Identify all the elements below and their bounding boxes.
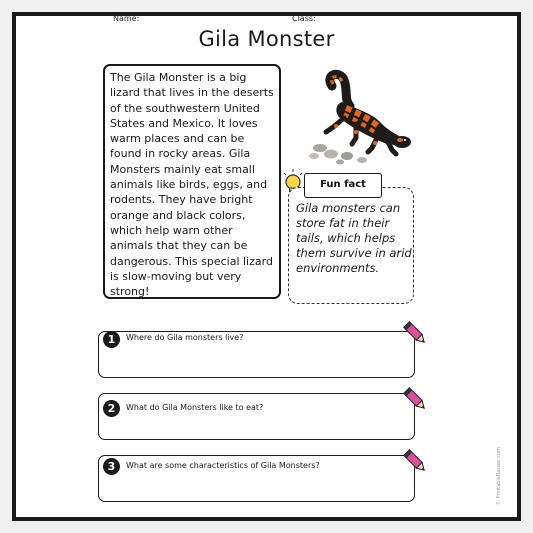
rock-icon xyxy=(357,157,367,163)
question-number-2: 2 xyxy=(103,400,120,417)
question-text-1: Where do Gila monsters live? xyxy=(126,333,244,342)
rock-icon xyxy=(324,150,338,159)
fun-fact-text: Gila monsters can store fat in their tails, which helps them survive in arid environments. xyxy=(296,201,412,275)
pencil-icon xyxy=(400,384,430,414)
question-answer-box-2[interactable] xyxy=(98,393,415,440)
class-label: Class: xyxy=(292,14,316,23)
question-number-3: 3 xyxy=(103,458,120,475)
page-title: Gila Monster xyxy=(198,27,335,51)
rock-icon xyxy=(313,144,327,152)
lizard-eye xyxy=(404,139,406,141)
reading-passage: The Gila Monster is a big lizard that lives in the deserts of the southwestern United States and Mexico. It loves warm places and can be found in rocky areas. Gila Monsters mainly eat small animals like birds, eggs, and rodents. They have bright orange and black colors, which help warn other animals that they can be dangerous. This special lizard is slow-moving but very strong! xyxy=(103,64,281,299)
question-text-3: What are some characteristics of Gila Monsters? xyxy=(126,461,320,470)
fun-fact-label: Fun fact xyxy=(304,173,382,198)
rock-icon xyxy=(336,160,344,165)
lizard-head xyxy=(393,136,411,148)
question-number-1: 1 xyxy=(103,331,120,348)
watermark: © PrintableBazaar.com xyxy=(496,447,502,505)
pencil-icon xyxy=(400,318,430,348)
question-text-2: What do Gila Monsters like to eat? xyxy=(126,403,264,412)
name-label: Name: xyxy=(113,14,140,23)
gila-monster-illustration xyxy=(302,66,414,166)
pencil-icon xyxy=(400,446,430,476)
rock-icon xyxy=(341,152,353,160)
rock-icon xyxy=(309,153,319,159)
